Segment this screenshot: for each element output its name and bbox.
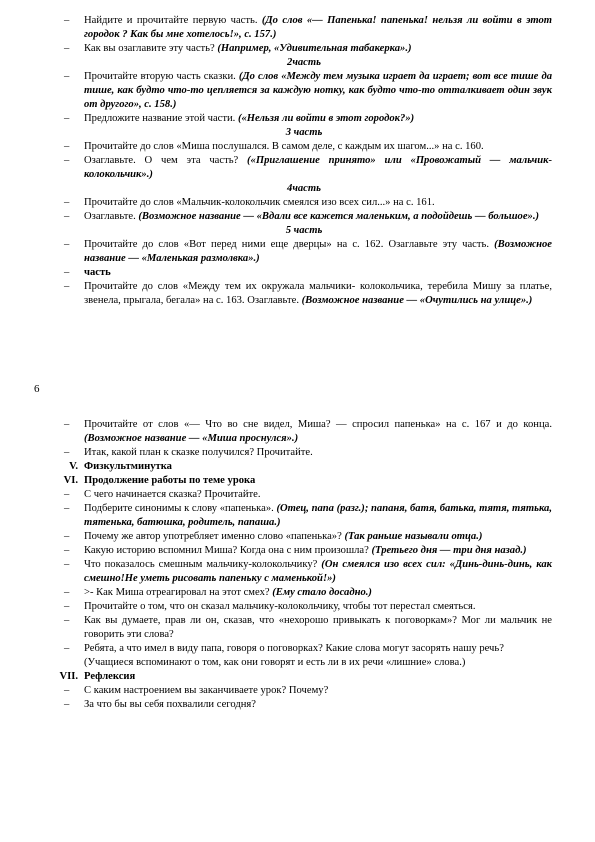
item-text: Прочитайте до слов «Между тем их окружала мальчики- колокольчика, теребила Мишу за платье, звенела, прыгала, бегала» на с. 163. Озаглавьте. bbox=[84, 281, 552, 306]
item-text: С каким настроением вы заканчиваете урок? Почему? bbox=[84, 685, 329, 696]
section-5-heading bbox=[56, 460, 552, 474]
dash-bullet: – bbox=[64, 643, 70, 654]
section6-item bbox=[56, 642, 552, 656]
item-text: Прочитайте до слов «Мальчик-колокольчик смеялся изо всех сил...» на с. 161. bbox=[84, 197, 435, 208]
dash-bullet: – bbox=[64, 281, 70, 292]
part5-item bbox=[56, 238, 552, 266]
section7-item bbox=[56, 698, 552, 712]
item-answer: (Так раньше называли отца.) bbox=[344, 531, 483, 542]
item-text: Итак, какой план к сказке получился? Прочитайте. bbox=[84, 447, 313, 458]
dash-bullet: – bbox=[64, 155, 70, 166]
item-answer: (Он смеялся изо всех сил: «Динь-динь-динь, как смешно!Не уметь рисовать папеньку с маменькой!») bbox=[84, 559, 552, 584]
item-text: Прочитайте до слов «Миша послушался. В самом деле, с каждым их шагом...» на с. 160. bbox=[84, 141, 484, 152]
part4-heading: 4часть bbox=[287, 183, 321, 194]
dash-bullet: – bbox=[64, 559, 70, 570]
section6-item bbox=[56, 502, 552, 530]
item-answer: (Ему стало досадно.) bbox=[272, 587, 372, 598]
item-text: Прочитайте от слов «— Что во сне видел, Миша? — спросил папенька» на с. 167 и до конца. bbox=[84, 419, 552, 430]
dash-bullet: – bbox=[64, 587, 70, 598]
part1-item bbox=[56, 14, 552, 42]
dash-bullet: – bbox=[64, 239, 70, 250]
item-answer: (До слов «Между тем музыка играет да играет; вот все тише да тише, как будто что-то цепляется за каждую нотку, как будто что-то отталкивает один звук от другого», с. 158.) bbox=[84, 71, 552, 110]
item-answer: (Возможное название — «Очутились на улице».) bbox=[301, 295, 533, 306]
dash-bullet: – bbox=[64, 267, 70, 278]
section6-item bbox=[56, 586, 552, 600]
item-text: Озаглавьте. О чем эта часть? bbox=[84, 155, 248, 166]
section-5-number: V. bbox=[69, 461, 78, 472]
item-text: Прочитайте до слов «Вот перед ними еще дверцы» на с. 162. Озаглавьте эту часть. bbox=[84, 239, 495, 250]
item-text: Прочитайте вторую часть сказки. bbox=[84, 71, 239, 82]
item-text: Как вы думаете, прав ли он, сказав, что «нехорошо привыкать к поговоркам»? Мог ли мальчик не говорить эти слова? bbox=[84, 615, 552, 640]
item-text: Подберите синонимы к слову «папенька». bbox=[84, 503, 277, 514]
item-answer: («Нельзя ли войти в этот городок?») bbox=[237, 113, 415, 124]
part2-heading: 2часть bbox=[287, 57, 321, 68]
part2-item bbox=[56, 112, 552, 126]
item-answer: (Возможное название — «Маленькая размолвка».) bbox=[84, 239, 552, 264]
item-answer: (Возможное название — «Вдали все кажется маленьким, а подойдешь — большое».) bbox=[138, 211, 539, 222]
dash-bullet: – bbox=[64, 113, 70, 124]
item-answer: (Например, «Удивительная табакерка».) bbox=[217, 43, 412, 54]
section7-item bbox=[56, 684, 552, 698]
section6-item bbox=[56, 544, 552, 558]
item-text: Предложите название этой части. bbox=[84, 113, 238, 124]
part4-item bbox=[56, 196, 552, 210]
dash-bullet: – bbox=[64, 685, 70, 696]
item-text: С чего начинается сказка? Прочитайте. bbox=[84, 489, 261, 500]
section6-item bbox=[56, 600, 552, 614]
section6-item bbox=[56, 614, 552, 642]
dash-bullet: – bbox=[64, 503, 70, 514]
item-text: >- Как Миша отреагировал на этот смех? bbox=[84, 587, 273, 598]
plan-parts-block bbox=[56, 14, 552, 308]
part5-heading: 5 часть bbox=[285, 225, 323, 236]
dash-bullet: – bbox=[64, 419, 70, 430]
item-text: Как вы озаглавите эту часть? bbox=[84, 43, 218, 54]
part1-item bbox=[56, 42, 552, 56]
part4-item bbox=[56, 210, 552, 224]
item-text: Прочитайте о том, что он сказал мальчику-колокольчику, чтобы тот перестал смеяться. bbox=[84, 601, 476, 612]
item-text: Что показалось смешным мальчику-колокольчику? bbox=[84, 559, 322, 570]
section-7-number: VII. bbox=[59, 671, 78, 682]
item-answer: (Возможное название — «Миша проснулся».) bbox=[84, 433, 299, 444]
item-answer: («Приглашение принято» или «Провожатый — мальчик-колокольчик».) bbox=[84, 155, 552, 180]
part3-item bbox=[56, 140, 552, 154]
section-6-title: Продолжение работы по теме урока bbox=[84, 475, 256, 486]
section-5-title: Физкультминутка bbox=[84, 461, 172, 472]
item-text: Ребята, а что имел в виду папа, говоря о поговорках? Какие слова могут засорять нашу речь? bbox=[84, 643, 504, 654]
dash-bullet: – bbox=[64, 615, 70, 626]
part5-item bbox=[56, 280, 552, 308]
section-7-heading bbox=[56, 670, 552, 684]
item-text: Какую историю вспомнил Миша? Когда она с ним произошла? bbox=[84, 545, 372, 556]
part3-heading: 3 часть bbox=[285, 127, 323, 138]
item-answer: (До слов «— Папенька! папенька! нельзя ли войти в этот городок ? Как бы мне хотелось!», с. 157.) bbox=[84, 15, 552, 40]
part5-item bbox=[56, 266, 552, 280]
item-text: Озаглавьте. bbox=[84, 211, 139, 222]
dash-bullet: – bbox=[64, 15, 70, 26]
dash-bullet: – bbox=[64, 197, 70, 208]
item-answer: (Третьего дня — три дня назад.) bbox=[371, 545, 527, 556]
section-6-number: VI. bbox=[63, 475, 78, 486]
part2-item bbox=[56, 70, 552, 112]
section-6-note: (Учащиеся вспоминают о том, как они говорят и есть ли в их речи «лишние» слова.) bbox=[84, 657, 466, 668]
item-text: За что бы вы себя похвалили сегодня? bbox=[84, 699, 256, 710]
page-number: 6 bbox=[34, 383, 40, 395]
section6-item bbox=[56, 530, 552, 544]
section6-item bbox=[56, 488, 552, 502]
part3-item bbox=[56, 154, 552, 182]
dash-bullet: – bbox=[64, 447, 70, 458]
item-text: Почему же автор употребляет именно слово «папенька»? bbox=[84, 531, 345, 542]
section-6-heading bbox=[56, 474, 552, 488]
dash-bullet: – bbox=[64, 601, 70, 612]
dash-bullet: – bbox=[64, 699, 70, 710]
section6-item bbox=[56, 558, 552, 586]
dash-bullet: – bbox=[64, 71, 70, 82]
dash-bullet: – bbox=[64, 141, 70, 152]
part7-item bbox=[56, 446, 552, 460]
item-text: Найдите и прочитайте первую часть. bbox=[84, 15, 262, 26]
dash-bullet: – bbox=[64, 211, 70, 222]
item-answer: (Отец, папа (разг.); папаня, батя, батька, тятя, тятька, тятенька, батюшка, родитель, папаша.) bbox=[84, 503, 553, 528]
dash-bullet: – bbox=[64, 489, 70, 500]
item-answer: часть bbox=[84, 267, 111, 278]
dash-bullet: – bbox=[64, 545, 70, 556]
part7-item bbox=[56, 418, 552, 446]
section-7-title: Рефлексия bbox=[84, 671, 136, 682]
dash-bullet: – bbox=[64, 43, 70, 54]
lesson-continuation-block bbox=[56, 418, 552, 712]
dash-bullet: – bbox=[64, 531, 70, 542]
